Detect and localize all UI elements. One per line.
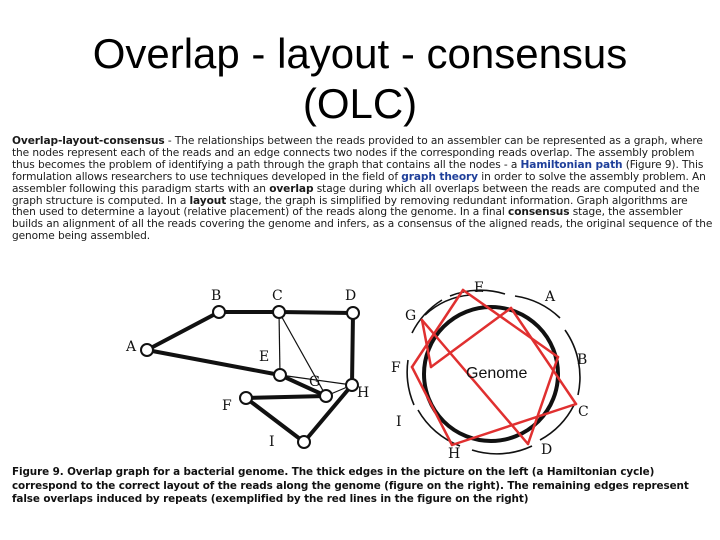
para-text-5: stage, the graph is simplified by removing redundant information. Graph algorithms are then used to determine a layout (relative placement) of the reads along the genome. In a final <box>12 194 688 219</box>
read-label-B: B <box>577 352 588 368</box>
link-hamiltonian-path[interactable]: Hamiltonian path <box>520 158 623 171</box>
read-label-I: I <box>396 414 402 430</box>
para-text-4: stage during which all overlaps between the reads are computed and the graph structure is computed. In a <box>12 182 700 207</box>
edge-A-B <box>147 312 219 350</box>
para-text-3: in order to solve the assembly problem. An assembler following this paradigm starts with an <box>12 170 706 195</box>
read-label-G: G <box>405 308 417 324</box>
node-I <box>298 436 310 448</box>
read-label-D: D <box>541 442 553 458</box>
node-D <box>347 307 359 319</box>
read-label-E: E <box>474 280 485 296</box>
node-label-C: C <box>272 288 283 304</box>
slide-title-line-1: Overlap - layout - consensus <box>92 30 628 77</box>
node-label-A: A <box>126 339 137 355</box>
node-label-H: H <box>357 385 370 401</box>
term-olc: Overlap-layout-consensus <box>12 135 165 147</box>
node-B <box>213 306 225 318</box>
read-label-F: F <box>391 360 401 376</box>
node-label-F: F <box>222 398 232 414</box>
node-label-D: D <box>345 288 357 304</box>
node-E <box>274 369 286 381</box>
term-layout: layout <box>189 194 227 207</box>
edge-I-F <box>246 398 304 442</box>
node-label-G: G <box>309 374 321 390</box>
read-label-H: H <box>448 446 461 462</box>
edge-C-D <box>279 312 353 313</box>
edge-F-G <box>246 396 326 398</box>
edge-C-E <box>279 312 280 375</box>
node-label-B: B <box>211 288 222 304</box>
genome-label: Genome <box>466 365 528 382</box>
slide-title-line-2: (OLC) <box>302 80 418 127</box>
read-label-A: A <box>545 289 556 305</box>
term-consensus: consensus <box>508 206 570 219</box>
node-C <box>273 306 285 318</box>
overlap-graph <box>125 288 369 450</box>
edge-D-H <box>352 313 353 385</box>
figure-caption: Figure 9. Overlap graph for a bacterial genome. The thick edges in the picture on the left (a Hamiltonian cycle) correspond to the correct layout of the reads along the genome (figure on the right). The remaining edges represent false overlaps induced by repeats (exemplified by the red lines in the figure on the right) <box>12 466 689 506</box>
link-graph-theory[interactable]: graph theory <box>401 170 478 183</box>
node-G <box>320 390 332 402</box>
node-A <box>141 344 153 356</box>
para-text-1: - The relationships between the reads provided to an assembler can be represented as a graph, where the nodes represent each of the reads and an edge connects two nodes if the corresponding reads overlap. The assembly problem thus becomes the problem of identifying a path through the graph that contains all the nodes - a <box>12 135 703 171</box>
node-F <box>240 392 252 404</box>
node-label-E: E <box>259 349 270 365</box>
genome-figure <box>391 280 589 462</box>
term-overlap: overlap <box>269 182 314 195</box>
read-label-C: C <box>578 404 589 420</box>
para-text-2: (Figure 9). This formulation allows researchers to use techniques developed in the field of <box>12 158 704 183</box>
para-text-6: stage, the assembler builds an alignment of all the reads covering the genome and infers, as a consensus of the aligned reads, the original sequence of the genome being assembled. <box>12 206 713 243</box>
node-label-I: I <box>269 434 275 450</box>
